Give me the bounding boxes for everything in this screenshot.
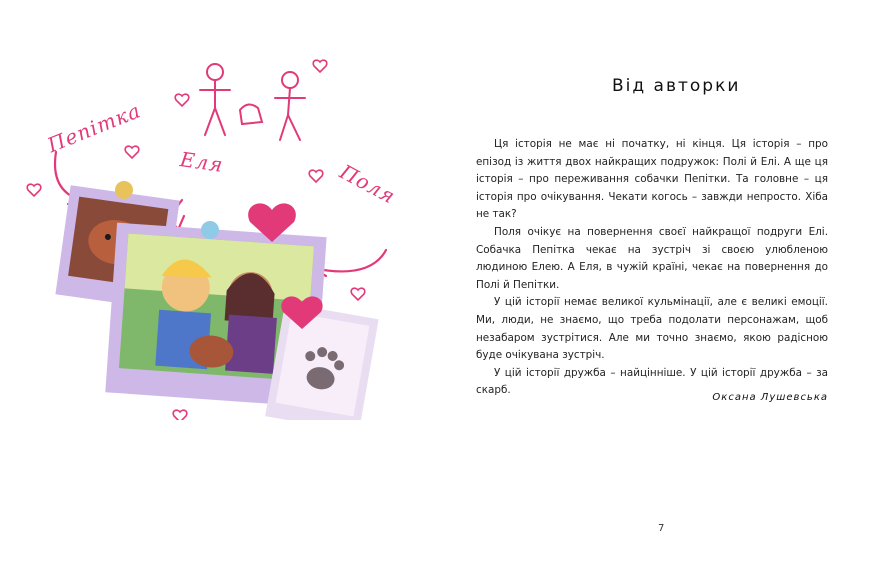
page-title: Від авторки <box>612 76 741 96</box>
paragraph: У цій історії дружба – найцінніше. У цій історії дружба – за скарб. <box>476 366 828 397</box>
pin-icon <box>201 221 219 239</box>
author-signature: Оксана Лушевська <box>712 392 828 403</box>
page-number: 7 <box>658 523 665 534</box>
paragraph: У цій історії немає великої кульмінації, але є великі емоції. Ми, люди, не знаємо, що треба подолати персонажам, щоб незабаром зустрітися. Але ми точно знаємо, якою радісною буде очікувана зустріч. <box>476 296 828 362</box>
doodle-figures-icon <box>200 64 305 140</box>
label-polya: Поля <box>335 159 400 209</box>
paragraph: Поля очікує на повернення своєї найкращої подруги Елі. Собачка Пепітка чекає на зустріч зі своєю улюбленою людиною Елею. А Еля, в чужій країні, чекає на повернення до Полі й Пепітки. <box>476 225 828 291</box>
pin-icon <box>115 181 133 199</box>
label-pepitka: Пепітка <box>44 98 145 158</box>
illustration <box>20 40 440 420</box>
paragraph: Ця історія не має ні початку, ні кінця. Ця історія – про епізод із життя двох найкращих подружок: Полі й Елі. А ще ця історія – про переживання собачки Пепітки. Та головне – ця історія про очікування. Чекати когось – завжди непросто. Хіба не так? <box>476 138 828 221</box>
photo-paw <box>265 303 379 420</box>
label-elya: Еля <box>178 147 226 177</box>
body-text <box>476 136 828 400</box>
